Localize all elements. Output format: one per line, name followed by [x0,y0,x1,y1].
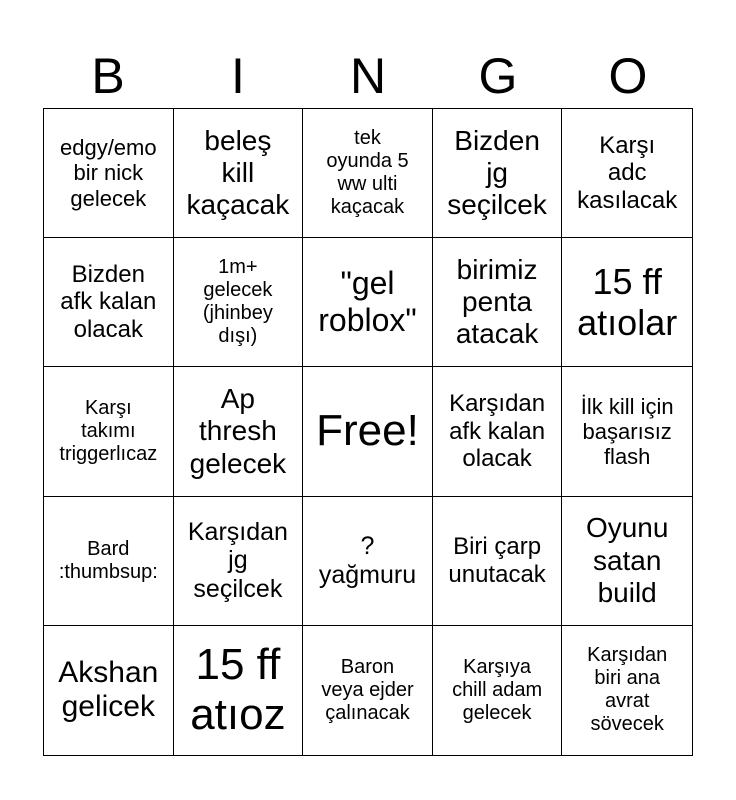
bingo-cell-r2c1[interactable] [44,238,174,367]
cell-text: Bard :thumbsup: [58,537,158,583]
cell-text: Karşıdan jg seçilcek [187,517,288,604]
cell-text: Ap thresh gelecek [189,383,287,479]
bingo-cell-r4c2[interactable] [174,497,304,626]
cell-text: tek oyunda 5 ww ulti kaçacak [326,127,409,219]
bingo-cell-r1c4[interactable] [433,109,563,238]
bingo-cell-r3c2[interactable] [174,367,304,496]
cell-text: Bizden afk kalan olacak [60,260,157,344]
bingo-board [43,108,693,756]
cell-text: İlk kill için başarısız flash [580,393,674,470]
bingo-cell-r1c1[interactable] [44,109,174,238]
bingo-cell-r1c2[interactable] [174,109,304,238]
cell-text: edgy/emo bir nick gelecek [59,135,157,211]
bingo-cell-r4c1[interactable] [44,497,174,626]
header-letter-o: O [608,48,648,104]
bingo-header [43,44,693,108]
cell-text: Karşı adc kasılacak [577,131,678,214]
bingo-cell-r1c5[interactable] [562,109,692,238]
bingo-cell-r5c5[interactable] [562,626,692,755]
header-letter-n: N [349,48,387,104]
cell-text: 1m+ gelecek (jhinbey dışı) [202,256,273,348]
bingo-cell-r1c3[interactable] [303,109,433,238]
bingo-cell-r5c4[interactable] [433,626,563,755]
cell-text: beleş kill kaçacak [186,124,290,221]
cell-text: Karşıya chill adam gelecek [452,655,543,724]
bingo-cell-r3c1[interactable] [44,367,174,496]
cell-text: Biri çarp unutacak [448,533,546,588]
cell-text: Karşıdan afk kalan olacak [449,390,546,473]
header-letter-i: I [231,48,245,104]
header-letter-b: B [91,48,125,104]
cell-text: Free! [316,406,419,456]
bingo-cell-r3c5[interactable] [562,367,692,496]
bingo-cell-r4c5[interactable] [562,497,692,626]
bingo-cell-r2c4[interactable] [433,238,563,367]
cell-text: Karşıdan biri ana avrat sövecek [587,644,668,736]
cell-text: Akshan gelicek [58,655,159,724]
cell-text: 15 ff atıolar [577,260,678,344]
cell-text: "gel roblox" [318,265,417,339]
bingo-cell-r5c1[interactable] [44,626,174,755]
bingo-cell-free[interactable] [303,367,433,496]
cell-text: Baron veya ejder çalınacak [321,655,414,724]
cell-text: Karşı takımı triggerlıcaz [59,396,158,465]
bingo-cell-r2c5[interactable] [562,238,692,367]
cell-text: Oyunu satan build [585,512,669,608]
bingo-cell-r2c3[interactable] [303,238,433,367]
bingo-cell-r5c2[interactable] [174,626,304,755]
bingo-cell-r4c3[interactable] [303,497,433,626]
header-letter-g: G [478,48,518,104]
bingo-cell-r5c3[interactable] [303,626,433,755]
bingo-cell-r3c4[interactable] [433,367,563,496]
bingo-cell-r4c4[interactable] [433,497,563,626]
bingo-cell-r2c2[interactable] [174,238,304,367]
cell-text: birimiz penta atacak [455,254,539,350]
cell-text: 15 ff atıoz [190,639,286,740]
cell-text: ? yağmuru [318,531,417,589]
cell-text: Bizden jg seçilcek [447,124,547,221]
